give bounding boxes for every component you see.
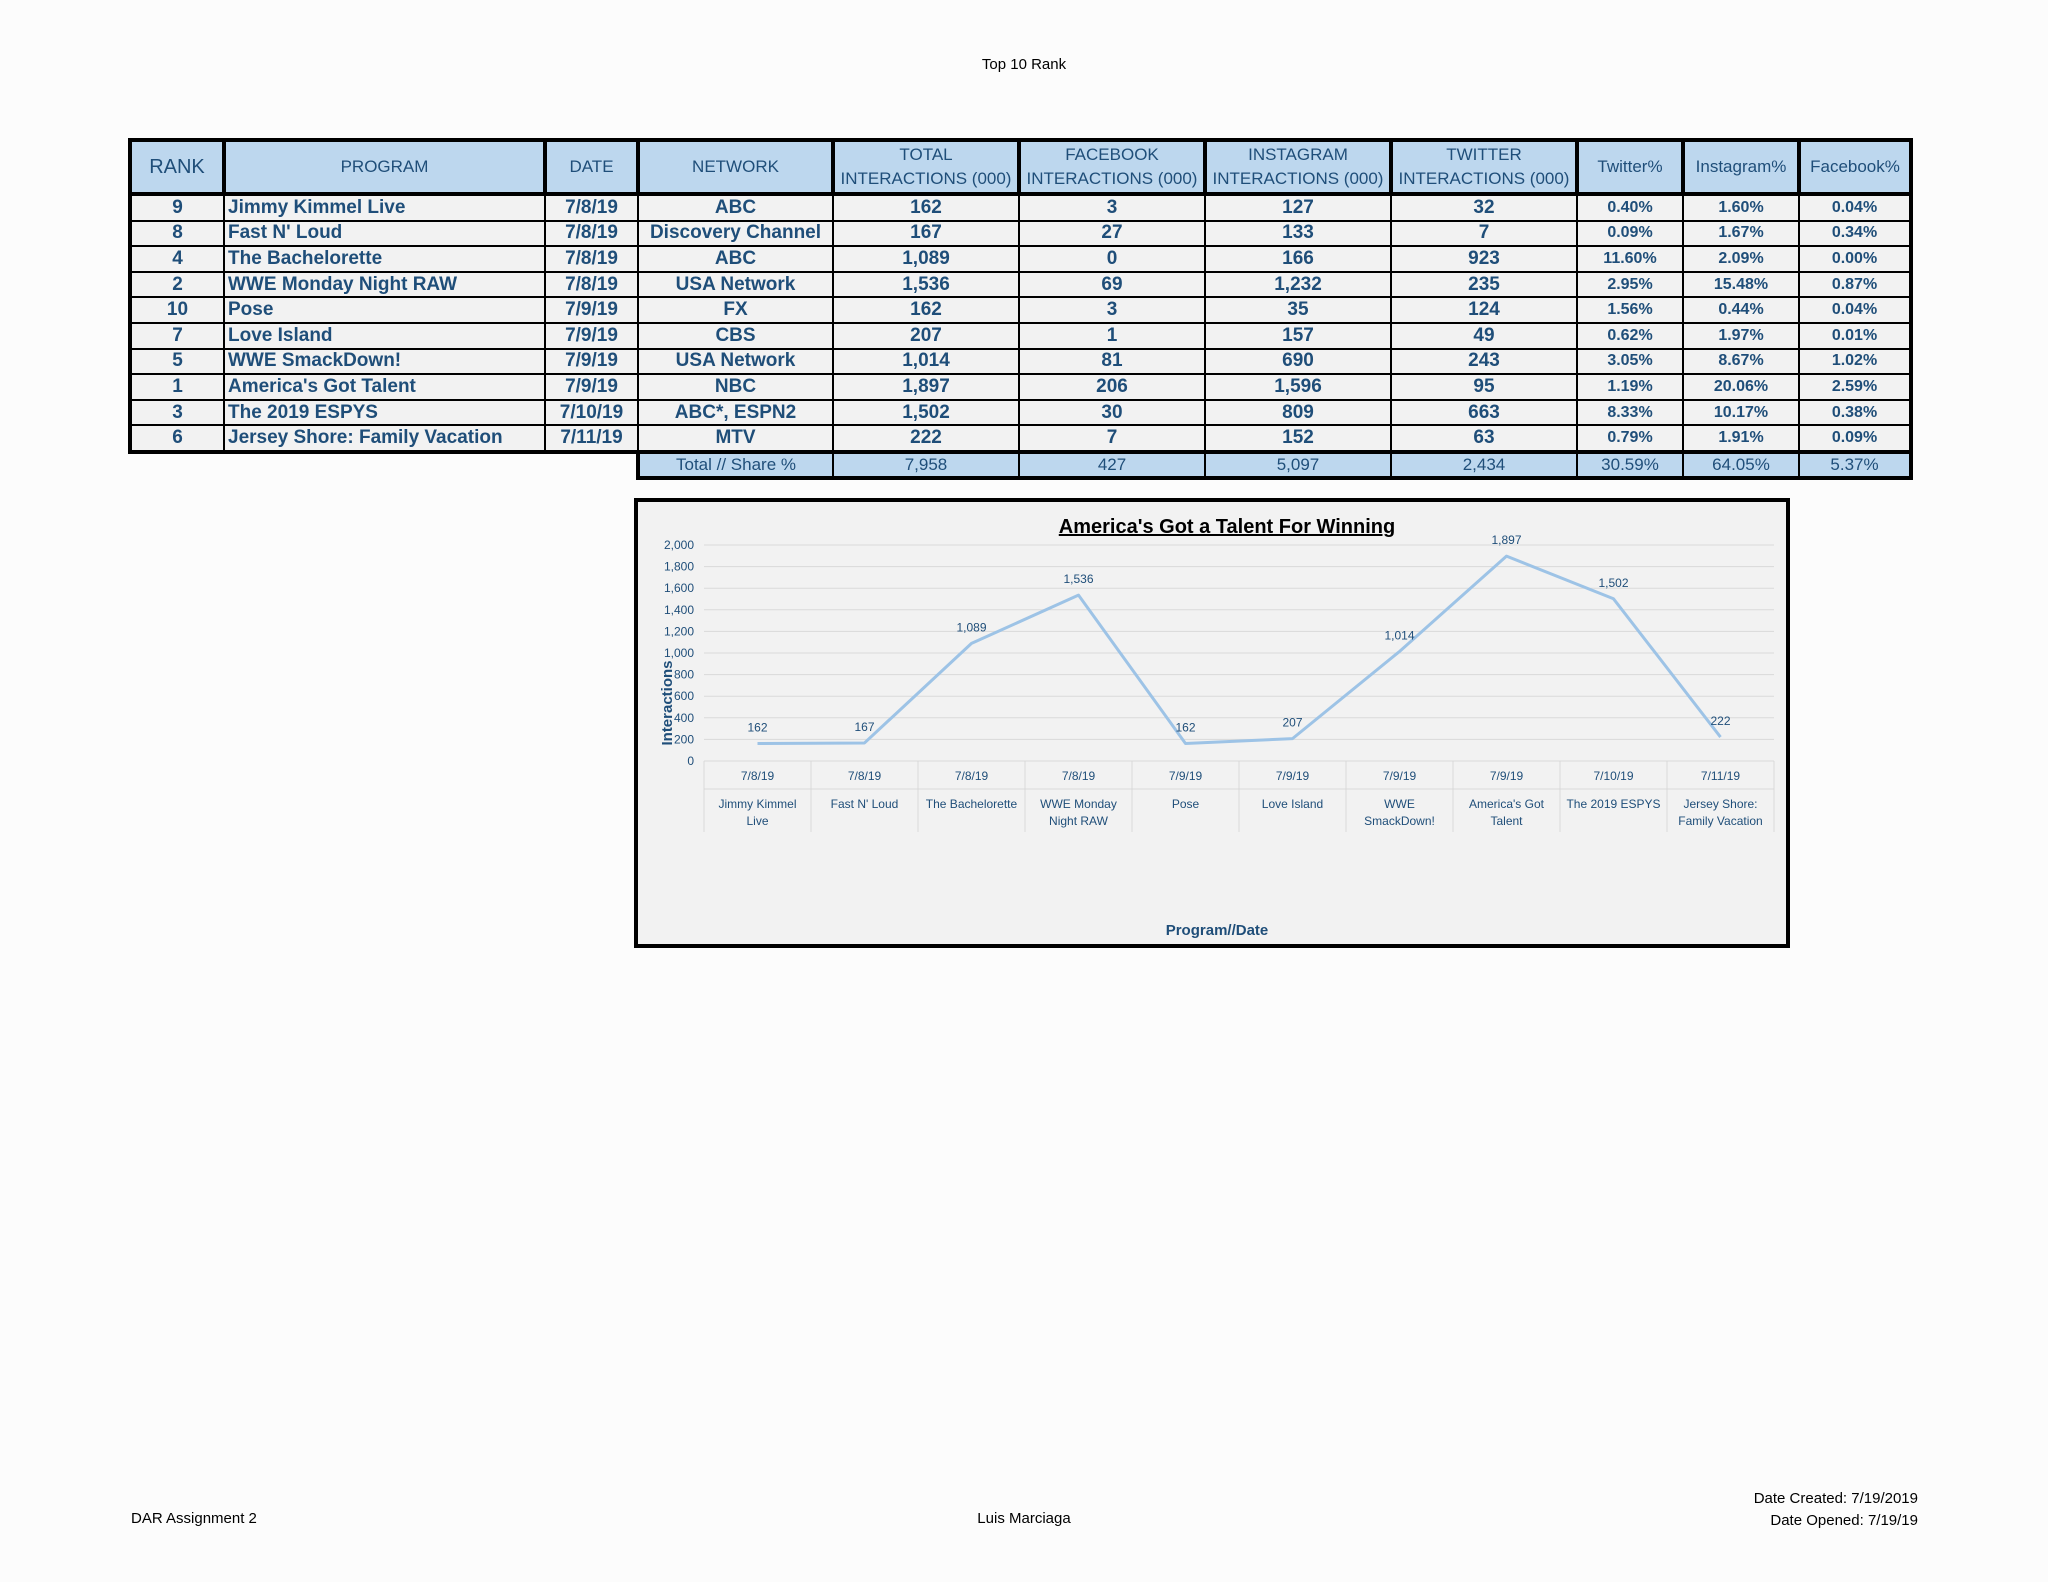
x-tick-program-label: The 2019 ESPYS xyxy=(1566,797,1661,811)
x-tick-program-label: Pose xyxy=(1171,797,1200,811)
totals-spacer xyxy=(130,452,638,478)
x-tick-program-label: Talent xyxy=(1490,814,1523,828)
cell-instagram: 35 xyxy=(1205,297,1391,323)
data-label: 167 xyxy=(854,719,875,734)
cell-instagram-pct: 1.67% xyxy=(1683,221,1799,247)
cell-program: Jersey Shore: Family Vacation xyxy=(224,425,545,452)
cell-network: USA Network xyxy=(638,349,833,375)
cell-total: 1,014 xyxy=(833,349,1019,375)
footer-date-opened: Date Opened: 7/19/19 xyxy=(1770,1512,1918,1529)
x-tick-date-label: 7/9/19 xyxy=(1382,769,1417,783)
cell-facebook-pct: 0.09% xyxy=(1799,425,1911,452)
cell-network: ABC xyxy=(638,246,833,272)
cell-twitter: 923 xyxy=(1391,246,1577,272)
x-tick-program-label: SmackDown! xyxy=(1364,814,1435,828)
y-tick-label: 0 xyxy=(687,754,694,768)
cell-total: 1,089 xyxy=(833,246,1019,272)
cell-total: 1,536 xyxy=(833,272,1019,298)
table-row xyxy=(130,297,1911,323)
header-instagram-pct: Instagram% xyxy=(1683,140,1799,194)
cell-facebook: 7 xyxy=(1019,425,1205,452)
x-tick-date-label: 7/9/19 xyxy=(1168,769,1203,783)
chart-svg xyxy=(638,502,1786,944)
cell-network: CBS xyxy=(638,323,833,349)
data-label: 222 xyxy=(1710,714,1731,729)
cell-instagram-pct: 1.60% xyxy=(1683,194,1799,221)
x-tick-program-label: Live xyxy=(746,814,769,828)
cell-facebook-pct: 0.38% xyxy=(1799,400,1911,426)
totals-facebook: 427 xyxy=(1019,452,1205,478)
cell-total: 207 xyxy=(833,323,1019,349)
data-label: 207 xyxy=(1282,715,1303,730)
cell-twitter-pct: 11.60% xyxy=(1577,246,1683,272)
cell-twitter: 243 xyxy=(1391,349,1577,375)
table-row xyxy=(130,246,1911,272)
x-tick-program-label: Night RAW xyxy=(1049,814,1108,828)
cell-facebook: 206 xyxy=(1019,374,1205,400)
cell-rank: 9 xyxy=(130,194,224,221)
x-tick-date-label: 7/8/19 xyxy=(954,769,989,783)
cell-total: 222 xyxy=(833,425,1019,452)
x-tick-date-label: 7/8/19 xyxy=(847,769,882,783)
header-total: TOTAL INTERACTIONS (000) xyxy=(833,140,1019,194)
cell-facebook-pct: 0.87% xyxy=(1799,272,1911,298)
cell-instagram-pct: 0.44% xyxy=(1683,297,1799,323)
table-row xyxy=(130,425,1911,452)
cell-total: 1,897 xyxy=(833,374,1019,400)
cell-twitter-pct: 1.19% xyxy=(1577,374,1683,400)
cell-network: ABC*, ESPN2 xyxy=(638,400,833,426)
cell-twitter: 32 xyxy=(1391,194,1577,221)
cell-program: WWE Monday Night RAW xyxy=(224,272,545,298)
cell-facebook-pct: 1.02% xyxy=(1799,349,1911,375)
line-chart xyxy=(634,498,1790,948)
cell-instagram: 1,232 xyxy=(1205,272,1391,298)
x-tick-program-label: Love Island xyxy=(1261,797,1324,811)
page-title: Top 10 Rank xyxy=(981,56,1067,73)
data-label: 1,536 xyxy=(1063,572,1094,587)
cell-instagram: 152 xyxy=(1205,425,1391,452)
totals-instagram-pct: 64.05% xyxy=(1683,452,1799,478)
header-facebook-pct: Facebook% xyxy=(1799,140,1911,194)
cell-facebook-pct: 0.00% xyxy=(1799,246,1911,272)
table-row xyxy=(130,374,1911,400)
cell-twitter-pct: 2.95% xyxy=(1577,272,1683,298)
cell-instagram-pct: 1.97% xyxy=(1683,323,1799,349)
cell-twitter: 663 xyxy=(1391,400,1577,426)
x-tick-program-label: WWE Monday xyxy=(1040,797,1117,811)
y-tick-label: 1,000 xyxy=(663,646,694,660)
cell-facebook-pct: 2.59% xyxy=(1799,374,1911,400)
cell-facebook: 27 xyxy=(1019,221,1205,247)
header-program: PROGRAM xyxy=(224,140,545,194)
cell-twitter-pct: 3.05% xyxy=(1577,349,1683,375)
totals-instagram: 5,097 xyxy=(1205,452,1391,478)
cell-date: 7/8/19 xyxy=(545,246,638,272)
cell-instagram-pct: 10.17% xyxy=(1683,400,1799,426)
cell-program: Love Island xyxy=(224,323,545,349)
y-tick-label: 1,200 xyxy=(663,624,694,639)
cell-network: ABC xyxy=(638,194,833,221)
chart-data-labels xyxy=(747,533,1730,734)
cell-twitter: 63 xyxy=(1391,425,1577,452)
cell-date: 7/8/19 xyxy=(545,221,638,247)
totals-twitter: 2,434 xyxy=(1391,452,1577,478)
header-network: NETWORK xyxy=(638,140,833,194)
table-row xyxy=(130,221,1911,247)
cell-instagram: 690 xyxy=(1205,349,1391,375)
cell-facebook-pct: 0.34% xyxy=(1799,221,1911,247)
cell-instagram: 1,596 xyxy=(1205,374,1391,400)
totals-twitter-pct: 30.59% xyxy=(1577,452,1683,478)
table-row xyxy=(130,400,1911,426)
footer-assignment: DAR Assignment 2 xyxy=(131,1510,257,1527)
cell-date: 7/9/19 xyxy=(545,297,638,323)
cell-twitter: 95 xyxy=(1391,374,1577,400)
cell-facebook: 0 xyxy=(1019,246,1205,272)
cell-instagram-pct: 15.48% xyxy=(1683,272,1799,298)
cell-date: 7/11/19 xyxy=(545,425,638,452)
x-tick-program-label: WWE xyxy=(1384,797,1415,811)
data-label: 1,089 xyxy=(956,620,987,635)
cell-facebook: 3 xyxy=(1019,297,1205,323)
cell-rank: 8 xyxy=(130,221,224,247)
footer-date-created: Date Created: 7/19/2019 xyxy=(1753,1490,1918,1507)
cell-network: MTV xyxy=(638,425,833,452)
table-header-row xyxy=(130,140,1911,194)
y-axis-title: Interactions xyxy=(659,660,676,746)
cell-total: 1,502 xyxy=(833,400,1019,426)
cell-total: 162 xyxy=(833,194,1019,221)
cell-rank: 2 xyxy=(130,272,224,298)
totals-row xyxy=(130,452,1911,478)
y-tick-label: 1,400 xyxy=(663,602,694,617)
header-instagram: INSTAGRAM INTERACTIONS (000) xyxy=(1205,140,1391,194)
y-tick-label: 200 xyxy=(673,732,694,747)
header-facebook: FACEBOOK INTERACTIONS (000) xyxy=(1019,140,1205,194)
cell-facebook-pct: 0.01% xyxy=(1799,323,1911,349)
cell-instagram: 133 xyxy=(1205,221,1391,247)
x-tick-date-label: 7/11/19 xyxy=(1700,769,1741,783)
header-date: DATE xyxy=(545,140,638,194)
cell-twitter-pct: 0.79% xyxy=(1577,425,1683,452)
y-tick-label: 400 xyxy=(673,710,694,725)
x-tick-date-label: 7/10/19 xyxy=(1593,769,1634,783)
footer-author: Luis Marciaga xyxy=(977,1510,1071,1527)
cell-total: 167 xyxy=(833,221,1019,247)
x-tick-program-label: Jimmy Kimmel xyxy=(718,797,797,811)
cell-twitter-pct: 0.09% xyxy=(1577,221,1683,247)
totals-label: Total // Share % xyxy=(638,452,833,478)
cell-twitter: 49 xyxy=(1391,323,1577,349)
cell-program: America's Got Talent xyxy=(224,374,545,400)
cell-facebook: 81 xyxy=(1019,349,1205,375)
cell-rank: 7 xyxy=(130,323,224,349)
cell-total: 162 xyxy=(833,297,1019,323)
x-tick-program-label: Fast N' Loud xyxy=(830,797,899,811)
cell-facebook: 30 xyxy=(1019,400,1205,426)
cell-rank: 6 xyxy=(130,425,224,452)
cell-network: USA Network xyxy=(638,272,833,298)
cell-rank: 4 xyxy=(130,246,224,272)
cell-program: Pose xyxy=(224,297,545,323)
cell-facebook: 69 xyxy=(1019,272,1205,298)
cell-facebook-pct: 0.04% xyxy=(1799,194,1911,221)
cell-instagram-pct: 2.09% xyxy=(1683,246,1799,272)
header-twitter-pct: Twitter% xyxy=(1577,140,1683,194)
cell-instagram: 809 xyxy=(1205,400,1391,426)
cell-rank: 5 xyxy=(130,349,224,375)
table-row xyxy=(130,194,1911,221)
cell-facebook-pct: 0.04% xyxy=(1799,297,1911,323)
data-label: 1,502 xyxy=(1598,575,1629,590)
totals-facebook-pct: 5.37% xyxy=(1799,452,1911,478)
x-tick-date-label: 7/8/19 xyxy=(740,769,775,783)
cell-twitter: 7 xyxy=(1391,221,1577,247)
cell-date: 7/9/19 xyxy=(545,323,638,349)
cell-network: NBC xyxy=(638,374,833,400)
x-tick-program-label: The Bachelorette xyxy=(925,797,1018,811)
cell-twitter-pct: 8.33% xyxy=(1577,400,1683,426)
x-tick-date-label: 7/9/19 xyxy=(1275,769,1310,783)
cell-program: Jimmy Kimmel Live xyxy=(224,194,545,221)
y-tick-label: 2,000 xyxy=(663,538,694,552)
table-row xyxy=(130,323,1911,349)
cell-program: Fast N' Loud xyxy=(224,221,545,247)
x-tick-program-label: America's Got xyxy=(1469,797,1544,811)
cell-date: 7/9/19 xyxy=(545,374,638,400)
cell-facebook: 3 xyxy=(1019,194,1205,221)
cell-instagram-pct: 1.91% xyxy=(1683,425,1799,452)
cell-twitter-pct: 0.62% xyxy=(1577,323,1683,349)
cell-rank: 1 xyxy=(130,374,224,400)
x-tick-date-label: 7/8/19 xyxy=(1061,769,1096,783)
cell-twitter: 124 xyxy=(1391,297,1577,323)
cell-rank: 3 xyxy=(130,400,224,426)
cell-twitter-pct: 0.40% xyxy=(1577,194,1683,221)
cell-instagram: 166 xyxy=(1205,246,1391,272)
header-twitter: TWITTER INTERACTIONS (000) xyxy=(1391,140,1577,194)
table-row xyxy=(130,349,1911,375)
series-line xyxy=(758,556,1721,743)
y-tick-label: 1,800 xyxy=(663,559,694,574)
header-rank: RANK xyxy=(130,140,224,194)
cell-date: 7/9/19 xyxy=(545,349,638,375)
cell-date: 7/8/19 xyxy=(545,194,638,221)
cell-instagram-pct: 20.06% xyxy=(1683,374,1799,400)
data-label: 1,014 xyxy=(1384,628,1415,643)
cell-program: The Bachelorette xyxy=(224,246,545,272)
cell-instagram-pct: 8.67% xyxy=(1683,349,1799,375)
cell-facebook: 1 xyxy=(1019,323,1205,349)
top-10-rank-table xyxy=(128,138,1913,480)
totals-total: 7,958 xyxy=(833,452,1019,478)
cell-rank: 10 xyxy=(130,297,224,323)
data-label: 1,897 xyxy=(1491,533,1522,548)
cell-twitter: 235 xyxy=(1391,272,1577,298)
y-tick-label: 800 xyxy=(673,667,694,682)
cell-date: 7/8/19 xyxy=(545,272,638,298)
x-tick-program-label: Family Vacation xyxy=(1678,814,1763,828)
cell-network: FX xyxy=(638,297,833,323)
chart-series xyxy=(758,556,1721,743)
y-tick-label: 600 xyxy=(673,689,694,704)
data-label: 162 xyxy=(1175,720,1196,735)
y-tick-label: 1,600 xyxy=(663,581,694,596)
cell-date: 7/10/19 xyxy=(545,400,638,426)
x-axis-title: Program//Date xyxy=(1165,922,1269,939)
x-tick-date-label: 7/9/19 xyxy=(1489,769,1524,783)
cell-instagram: 127 xyxy=(1205,194,1391,221)
chart-title: America's Got a Talent For Winning xyxy=(1058,516,1396,538)
cell-program: The 2019 ESPYS xyxy=(224,400,545,426)
cell-program: WWE SmackDown! xyxy=(224,349,545,375)
cell-network: Discovery Channel xyxy=(638,221,833,247)
footer-dates xyxy=(1754,1488,1918,1532)
x-tick-program-label: Jersey Shore: xyxy=(1683,797,1758,811)
data-label: 162 xyxy=(747,720,768,735)
cell-twitter-pct: 1.56% xyxy=(1577,297,1683,323)
table-row xyxy=(130,272,1911,298)
cell-instagram: 157 xyxy=(1205,323,1391,349)
